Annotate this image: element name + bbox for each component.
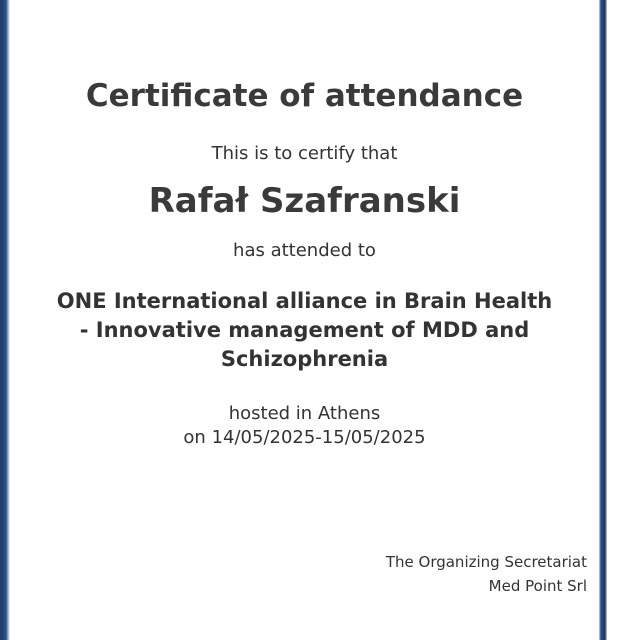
right-border-decoration (599, 0, 607, 640)
attended-line: has attended to (233, 240, 376, 261)
hosted-location: hosted in Athens (228, 403, 381, 424)
event-dates: on 14/05/2025-15/05/2025 (183, 427, 426, 448)
organizer-name: Med Point Srl (488, 577, 587, 595)
event-title-line-3: Schizophrenia (220, 347, 389, 371)
organizer-label: The Organizing Secretariat (385, 553, 587, 571)
left-border-decoration (0, 0, 10, 640)
event-title-line-1: ONE International alliance in Brain Health (56, 289, 553, 313)
recipient-name: Rafał Szafranski (148, 181, 461, 221)
certificate-title: Certificate of attendance (85, 78, 524, 114)
organizer-block (386, 550, 587, 598)
event-title (10, 287, 599, 374)
certify-line: This is to certify that (211, 143, 398, 164)
event-title-line-2: - Innovative management of MDD and (79, 318, 530, 342)
event-location-dates (10, 402, 599, 450)
